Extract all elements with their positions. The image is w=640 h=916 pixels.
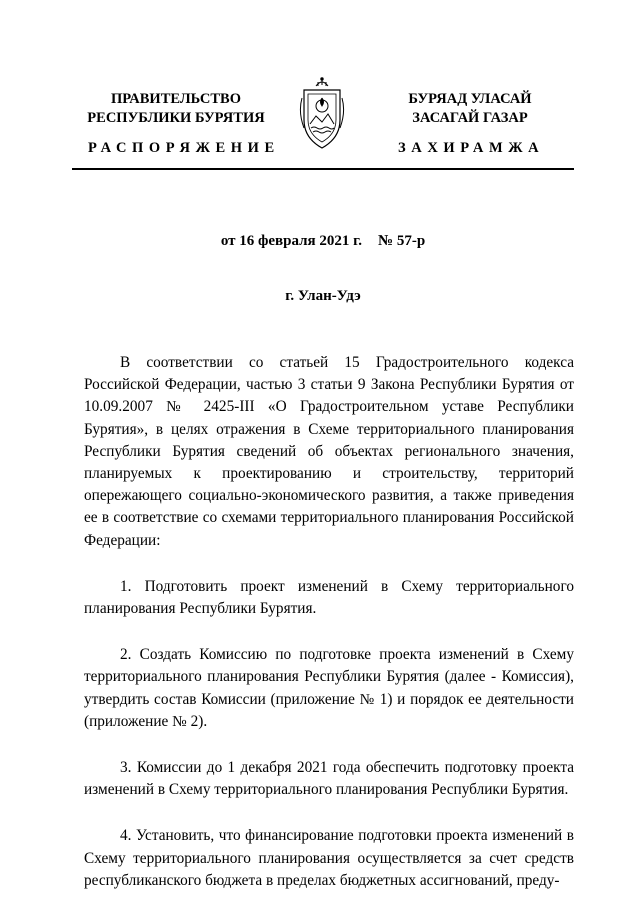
issuer-line-2: РЕСПУБЛИКИ БУРЯТИЯ [87, 110, 265, 126]
issuer-name-buryat [382, 90, 558, 128]
coat-of-arms-icon [296, 76, 348, 152]
document-type-russian: РАСПОРЯЖЕНИЕ [88, 140, 280, 156]
clause-1: 1. Подготовить проект изменений в Схему территориального планирования Республики Бурятия. [84, 577, 574, 618]
issuer-line-buryat-1: БУРЯАД УЛАСАЙ [408, 91, 532, 107]
document-city: г. Улан-Удэ [285, 288, 361, 304]
preamble-paragraph: В соответствии со статьей 15 Градостроительного кодекса Российской Федерации, частью 3 статьи 9 Закона Республики Бурятия от 10.09.2007 № 2425-III «О Градостроительном уставе Республики Бурятия», в целях отражения в Схеме территориального планирования Республики Бурятия сведений об объектах регионального значения, планируемых к проектированию и строительству, территорий опережающего социально-экономического развития, а также приведения ее в соответствие со схемами территориального планирования Российской Федерации: [84, 354, 574, 549]
document-body [84, 352, 574, 916]
document-number: № 57-р [378, 233, 426, 249]
clause-2: 2. Создать Комиссию по подготовке проекта изменений в Схему территориального планирования Республики Бурятия (далее - Комиссия), утвердить состав Комиссии (приложение № 1) и порядок ее деятельности (приложение № 2). [84, 646, 574, 730]
issuer-line-buryat-2: ЗАСАГАЙ ГАЗАР [412, 110, 528, 126]
document-date: от 16 февраля 2021 г. [220, 233, 362, 249]
document-type-buryat: ЗАХИРАМЖА [398, 140, 545, 156]
header-divider [72, 168, 574, 170]
clause-3: 3. Комиссии до 1 декабря 2021 года обеспечить подготовку проекта изменений в Схему территориального планирования Республики Бурятия. [84, 759, 574, 799]
document-date-number [72, 233, 574, 250]
issuer-line-1: ПРАВИТЕЛЬСТВО [111, 91, 241, 107]
clause-4: 4. Установить, что финансирование подготовки проекта изменений в Схему территориального планирования осуществляется за счет средств республиканского бюджета в пределах бюджетных ассигнований, преду- [84, 827, 574, 889]
issuer-name-russian [78, 90, 274, 128]
